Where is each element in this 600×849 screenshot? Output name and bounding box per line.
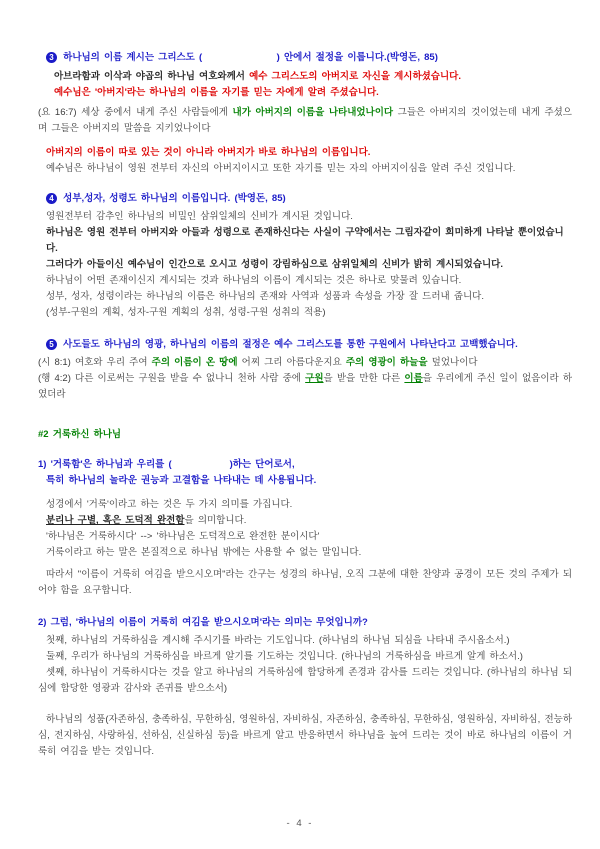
doc-line xyxy=(38,225,572,257)
text-run: 덮었나이다 xyxy=(427,357,478,368)
doc-line xyxy=(38,633,572,649)
doc-line xyxy=(38,649,572,665)
text-run: 내가 아버지의 이름을 나타내었나이다 xyxy=(232,107,394,118)
text-run: 성경에서 '거룩'이라고 하는 것은 두 가지 의미를 가집니다. xyxy=(46,499,293,510)
numbered-bullet-icon: 5 xyxy=(46,339,57,350)
text-run: 하나님은 영원 전부터 아버지와 아들과 성령으로 존재하신다는 사실이 구약에서는 그림자같이 희미하게 나타날 뿐이었습니다. xyxy=(46,227,564,254)
text-run: 어찌 그리 아름다운지요 xyxy=(237,357,346,368)
text-run: (요 16:7) 세상 중에서 내게 주신 사람들에게 xyxy=(38,107,233,118)
doc-line xyxy=(38,529,572,545)
text-run: (시 8:1) 여호와 우리 주여 xyxy=(38,357,152,368)
text-run: 거룩이라고 하는 말은 본질적으로 하나님 밖에는 사용할 수 없는 말입니다. xyxy=(46,547,362,558)
doc-line xyxy=(38,289,572,305)
text-run: (성부-구원의 계획, 성자-구원 계획의 성취, 성령-구원 성취의 적용) xyxy=(46,307,326,318)
text-run: 그러다가 아들이신 예수님이 인간으로 오시고 성령이 강림하심으로 삼위일체의 신비가 밝히 계시되었습니다. xyxy=(46,259,503,270)
text-run: 분리나 구별, 혹은 도덕적 완전함 xyxy=(46,515,185,526)
doc-line xyxy=(38,305,572,321)
text-run: 성부,성자, 성령도 하나님의 이름입니다. (박영돈, 85) xyxy=(59,193,286,204)
page-number: - 4 - xyxy=(286,818,314,829)
doc-line xyxy=(38,161,572,177)
text-run: #2 거룩하신 하나님 xyxy=(38,429,122,440)
text-run: 셋째, 하나님이 거룩하시다는 것을 알고 하나님의 거룩하심에 합당하게 존경과 감사를 드리는 것입니다. (하나님의 하나님 되심에 합당한 영광과 감사와 존귀를 받으소서) xyxy=(38,667,572,694)
text-run: 하나님의 이름 계시는 그리스도 ( ) 안에서 절정을 이룹니다.(박영돈, 85) xyxy=(59,52,438,63)
text-run: 영원전부터 감추인 하나님의 비밀인 삼위일체의 신비가 계시된 것입니다. xyxy=(46,211,353,222)
doc-line xyxy=(38,615,572,631)
numbered-bullet-icon: 4 xyxy=(46,193,57,204)
doc-line xyxy=(38,457,572,473)
doc-line xyxy=(38,257,572,273)
text-run: 그들은 아버지의 것이었는데 내게 주셨으며 그들은 아버지의 말씀을 지키었나이다 xyxy=(38,107,572,134)
text-run: 예수 그리스도의 아버지로 자신을 계시하셨습니다. xyxy=(249,71,461,82)
doc-line xyxy=(38,371,572,403)
doc-line xyxy=(38,105,572,137)
doc-line xyxy=(38,497,572,513)
doc-line xyxy=(38,209,572,225)
text-run: 구원 xyxy=(305,373,324,384)
numbered-bullet-icon: 3 xyxy=(46,52,57,63)
text-run: 성부, 성자, 성령이라는 하나님의 이름은 하나님의 존재와 사역과 성품과 속성을 가장 잘 드러내 줍니다. xyxy=(46,291,484,302)
doc-line xyxy=(38,50,572,66)
text-run: 주의 이름이 온 땅에 xyxy=(151,357,238,368)
text-run: 2) 그럼, '하나님의 이름이 거룩히 여김을 받으시오며'라는 의미는 무엇입니까? xyxy=(38,617,368,628)
doc-line xyxy=(38,473,572,489)
document-body xyxy=(38,50,572,760)
text-run: 주의 영광이 하늘을 xyxy=(345,357,428,368)
text-run: 따라서 "이름이 거룩히 여김을 받으시오며"라는 간구는 성경의 하나님, 오직 그분에 대한 찬양과 공경이 모든 것의 주제가 되어야 함을 요구합니다. xyxy=(38,569,572,596)
doc-line xyxy=(38,513,572,529)
doc-line xyxy=(38,712,572,760)
text-run: 예수님은 하나님이 영원 전부터 자신의 아버지이시고 또한 자기를 믿는 자의 아버지이심을 알려 주신 것입니다. xyxy=(46,163,516,174)
text-run: 둘째, 우리가 하나님의 거룩하심을 바르게 알기를 기도하는 것입니다. (하나님의 거룩하심을 바르게 알게 하소서.) xyxy=(46,651,523,662)
doc-line xyxy=(38,355,572,371)
doc-line xyxy=(38,85,572,101)
text-run: 첫째, 하나님의 거룩하심을 계시해 주시기를 바라는 기도입니다. (하나님의 하나님 되심을 나타내 주시옵소서.) xyxy=(46,635,510,646)
text-run: 예수님은 '아버지'라는 하나님의 이름을 자기를 믿는 자에게 알려 주셨습니다. xyxy=(54,87,379,98)
text-run: 을 받을 만한 다른 xyxy=(323,373,405,384)
text-run: 사도들도 하나님의 영광, 하나님의 이름의 절정은 예수 그리스도를 통한 구원에서 나타난다고 고백했습니다. xyxy=(59,339,518,350)
doc-line xyxy=(38,69,572,85)
text-run: 아버지의 이름이 따로 있는 것이 아니라 아버지가 바로 하나님의 이름입니다. xyxy=(46,147,371,158)
doc-line xyxy=(38,337,572,353)
doc-line xyxy=(38,545,572,561)
text-run: 아브라함과 이삭과 야곱의 하나님 여호와께서 xyxy=(54,71,250,82)
doc-line xyxy=(38,145,572,161)
doc-line xyxy=(38,567,572,599)
text-run: 을 우리에게 주신 일이 없음이라 하였더라 xyxy=(38,373,573,400)
text-run: 이름 xyxy=(404,373,423,384)
text-run: 하나님이 어떤 존재이신지 계시되는 것과 하나님의 이름이 계시되는 것은 하나로 맞물려 있습니다. xyxy=(46,275,462,286)
text-run: 하나님의 성품(자존하심, 충족하심, 무한하심, 영원하심, 자비하심, 자존하심, 충족하심, 무한하심, 영원하심, 자비하심, 전능하심, 전지하심, 사랑하심, 선하심, 신실하심 등)을 바르게 알고 반응하면서 하나님을 높여 드리는 것이 바로 하나님의 이름이 거룩히 여김을 받는 것입니다. xyxy=(38,714,572,757)
text-run: 특히 하나님의 놀라운 권능과 고결함을 나타내는 데 사용됩니다. xyxy=(46,475,317,486)
doc-line xyxy=(38,191,572,207)
text-run: 을 의미합니다. xyxy=(184,515,247,526)
doc-line xyxy=(38,427,572,443)
text-run: (행 4:2) 다른 이로써는 구원을 받을 수 없나니 천하 사람 중에 xyxy=(38,373,306,384)
text-run: '하나님은 거룩하시다' --> '하나님은 도덕적으로 완전한 분이시다' xyxy=(46,531,320,542)
doc-line xyxy=(38,665,572,697)
doc-line xyxy=(38,273,572,289)
text-run: 1) '거룩함'은 하나님과 우리를 ( )하는 단어로서, xyxy=(38,459,295,470)
